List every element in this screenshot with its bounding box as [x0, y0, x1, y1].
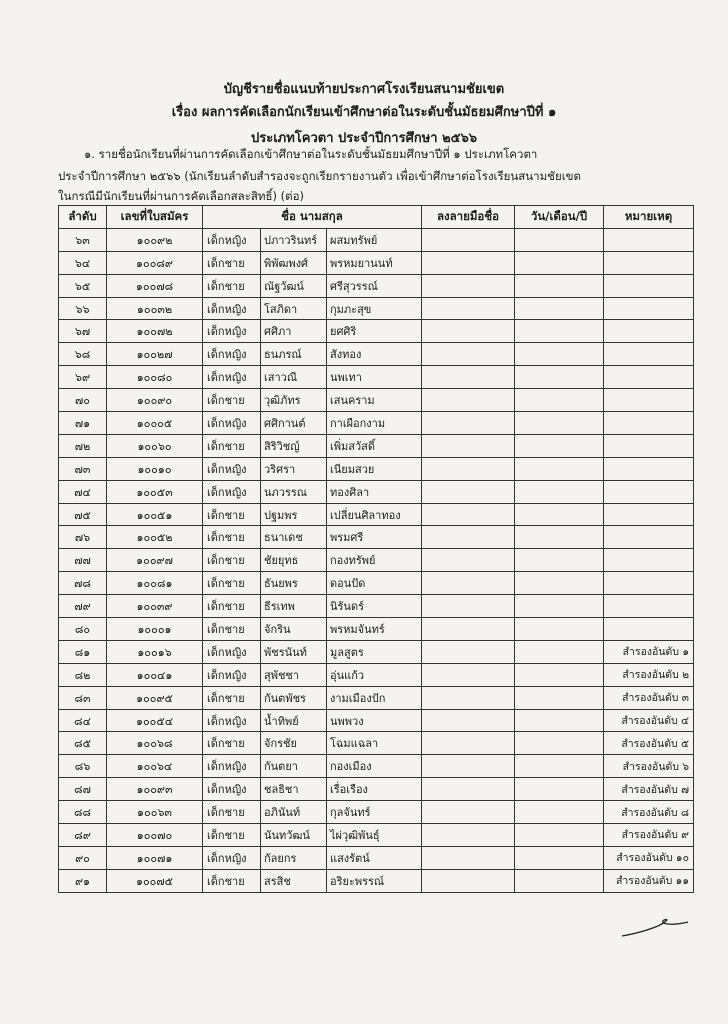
signature-scribble — [620, 912, 690, 942]
last-name: ศรีสุวรรณ์ — [327, 274, 422, 297]
student-title: เด็กหญิง — [203, 755, 261, 778]
student-title: เด็กหญิง — [203, 778, 261, 801]
table-row — [59, 434, 694, 457]
signature-cell — [422, 320, 515, 343]
last-name: นพเทา — [327, 366, 422, 389]
first-name: อภินันท์ — [261, 801, 327, 824]
remark — [604, 457, 694, 480]
application-no: ๑๐๐๖๓ — [107, 801, 203, 824]
date-cell — [515, 686, 604, 709]
table-row — [59, 824, 694, 847]
student-title: เด็กชาย — [203, 732, 261, 755]
last-name: พรหมยานนท์ — [327, 251, 422, 274]
last-name: เสนคราม — [327, 389, 422, 412]
last-name: แสงรัตน์ — [327, 846, 422, 869]
application-no: ๑๐๐๙๕ — [107, 686, 203, 709]
row-no: ๖๙ — [59, 366, 107, 389]
application-no: ๑๐๐๕๓ — [107, 480, 203, 503]
first-name: กันตยา — [261, 755, 327, 778]
table-row — [59, 732, 694, 755]
last-name: พรหมจันทร์ — [327, 618, 422, 641]
row-no: ๗๓ — [59, 457, 107, 480]
remark — [604, 343, 694, 366]
row-no: ๘๗ — [59, 778, 107, 801]
remark: สำรองอันดับ ๖ — [604, 755, 694, 778]
first-name: ธีรเทพ — [261, 595, 327, 618]
application-no: ๑๐๐๗๘ — [107, 274, 203, 297]
first-name: สุพัชชา — [261, 663, 327, 686]
date-cell — [515, 274, 604, 297]
signature-cell — [422, 343, 515, 366]
row-no: ๖๕ — [59, 274, 107, 297]
table-row — [59, 274, 694, 297]
last-name: อุ่นแก้ว — [327, 663, 422, 686]
remark — [604, 549, 694, 572]
student-title: เด็กชาย — [203, 251, 261, 274]
application-no: ๑๐๐๙๐ — [107, 389, 203, 412]
last-name: โฉมแฉลา — [327, 732, 422, 755]
application-no: ๑๐๐๘๐ — [107, 366, 203, 389]
first-name: ศศิกานต์ — [261, 412, 327, 435]
table-row — [59, 686, 694, 709]
application-no: ๑๐๐๗๐ — [107, 824, 203, 847]
signature-cell — [422, 640, 515, 663]
date-cell — [515, 778, 604, 801]
remark — [604, 274, 694, 297]
last-name: กองทรัพย์ — [327, 549, 422, 572]
remark: สำรองอันดับ ๔ — [604, 709, 694, 732]
table-row — [59, 480, 694, 503]
remark — [604, 618, 694, 641]
student-title: เด็กหญิง — [203, 412, 261, 435]
header-signature: ลงลายมือชื่อ — [422, 206, 515, 229]
first-name: น้ำทิพย์ — [261, 709, 327, 732]
application-no: ๑๐๐๗๕ — [107, 869, 203, 892]
first-name: ชลธิชา — [261, 778, 327, 801]
last-name: อริยะพรรณ์ — [327, 869, 422, 892]
intro-line-1: ๑. รายชื่อนักเรียนที่ผ่านการคัดเลือกเข้าศึกษาต่อในระดับชั้นมัธยมศึกษาปีที่ ๑ ประเภทโควตา — [84, 147, 538, 161]
application-no: ๑๐๐๗๑ — [107, 846, 203, 869]
row-no: ๘๕ — [59, 732, 107, 755]
row-no: ๘๖ — [59, 755, 107, 778]
table-row — [59, 618, 694, 641]
student-title: เด็กชาย — [203, 572, 261, 595]
first-name: ปฐมพร — [261, 503, 327, 526]
last-name: ทองศิลา — [327, 480, 422, 503]
student-title: เด็กชาย — [203, 389, 261, 412]
signature-cell — [422, 846, 515, 869]
remark — [604, 297, 694, 320]
remark — [604, 412, 694, 435]
document-title: บัญชีรายชื่อแนบท้ายประกาศโรงเรียนสนามชัยเขต — [223, 82, 505, 97]
first-name: ชัยยุทธ — [261, 549, 327, 572]
last-name: มูลสูตร — [327, 640, 422, 663]
remark: สำรองอันดับ ๒ — [604, 663, 694, 686]
table-row — [59, 526, 694, 549]
date-cell — [515, 618, 604, 641]
table-row — [59, 457, 694, 480]
date-cell — [515, 732, 604, 755]
header-name: ชื่อ นามสกุล — [203, 206, 422, 229]
student-title: เด็กหญิง — [203, 228, 261, 251]
table-row — [59, 228, 694, 251]
row-no: ๙๐ — [59, 846, 107, 869]
signature-cell — [422, 503, 515, 526]
date-cell — [515, 434, 604, 457]
row-no: ๖๓ — [59, 228, 107, 251]
date-cell — [515, 320, 604, 343]
table-row — [59, 778, 694, 801]
table-row — [59, 709, 694, 732]
intro-line-2: ประจำปีการศึกษา ๒๕๖๖ (นักเรียนลำดับสำรองจะถูกเรียกรายงานตัว เพื่อเข้าศึกษาต่อโรงเรียนสนามชัยเขต — [58, 169, 581, 183]
student-title: เด็กชาย — [203, 595, 261, 618]
last-name: นพพวง — [327, 709, 422, 732]
date-cell — [515, 846, 604, 869]
first-name: ธันยพร — [261, 572, 327, 595]
remark: สำรองอันดับ ๑๐ — [604, 846, 694, 869]
signature-cell — [422, 389, 515, 412]
table-row — [59, 572, 694, 595]
row-no: ๗๖ — [59, 526, 107, 549]
last-name: ยศศิริ — [327, 320, 422, 343]
table-row — [59, 549, 694, 572]
signature-cell — [422, 778, 515, 801]
signature-cell — [422, 618, 515, 641]
first-name: โสภิดา — [261, 297, 327, 320]
student-title: เด็กหญิง — [203, 709, 261, 732]
signature-cell — [422, 755, 515, 778]
row-no: ๘๑ — [59, 640, 107, 663]
last-name: เปลี่ยนศิลาทอง — [327, 503, 422, 526]
first-name: ธนาเดช — [261, 526, 327, 549]
signature-cell — [422, 457, 515, 480]
table-row — [59, 343, 694, 366]
date-cell — [515, 251, 604, 274]
first-name: พิพัฒพงศ์ — [261, 251, 327, 274]
signature-cell — [422, 663, 515, 686]
first-name: ณัฐวัฒน์ — [261, 274, 327, 297]
date-cell — [515, 412, 604, 435]
last-name: กาเผือกงาม — [327, 412, 422, 435]
student-title: เด็กชาย — [203, 549, 261, 572]
remark — [604, 389, 694, 412]
row-no: ๗๕ — [59, 503, 107, 526]
student-title: เด็กชาย — [203, 686, 261, 709]
table-row — [59, 320, 694, 343]
first-name: นภวรรณ — [261, 480, 327, 503]
application-no: ๑๐๐๕๑ — [107, 503, 203, 526]
first-name: วุฒิภัทร — [261, 389, 327, 412]
date-cell — [515, 640, 604, 663]
table-header-row — [59, 206, 694, 229]
first-name: สิริวิชญ์ — [261, 434, 327, 457]
application-no: ๑๐๐๓๙ — [107, 595, 203, 618]
student-title: เด็กชาย — [203, 526, 261, 549]
signature-cell — [422, 366, 515, 389]
table-row — [59, 640, 694, 663]
date-cell — [515, 480, 604, 503]
application-no: ๑๐๐๙๗ — [107, 549, 203, 572]
application-no: ๑๐๐๘๙ — [107, 251, 203, 274]
date-cell — [515, 549, 604, 572]
signature-cell — [422, 869, 515, 892]
date-cell — [515, 595, 604, 618]
application-no: ๑๐๐๓๒ — [107, 297, 203, 320]
first-name: ธนภรณ์ — [261, 343, 327, 366]
last-name: กุมภะสุข — [327, 297, 422, 320]
first-name: สรสิช — [261, 869, 327, 892]
student-title: เด็กชาย — [203, 618, 261, 641]
table-row — [59, 412, 694, 435]
remark — [604, 251, 694, 274]
signature-cell — [422, 526, 515, 549]
application-no: ๑๐๐๕๒ — [107, 526, 203, 549]
remark — [604, 480, 694, 503]
first-name: จักรชัย — [261, 732, 327, 755]
header-date: วัน/เดือน/ปี — [515, 206, 604, 229]
signature-cell — [422, 251, 515, 274]
row-no: ๖๔ — [59, 251, 107, 274]
last-name: งามเมืองปัก — [327, 686, 422, 709]
student-title: เด็กชาย — [203, 824, 261, 847]
signature-cell — [422, 732, 515, 755]
row-no: ๗๘ — [59, 572, 107, 595]
remark — [604, 320, 694, 343]
row-no: ๗๑ — [59, 412, 107, 435]
student-title: เด็กหญิง — [203, 320, 261, 343]
signature-cell — [422, 480, 515, 503]
signature-cell — [422, 801, 515, 824]
signature-cell — [422, 412, 515, 435]
table-row — [59, 595, 694, 618]
remark — [604, 228, 694, 251]
remark — [604, 572, 694, 595]
student-title: เด็กชาย — [203, 274, 261, 297]
date-cell — [515, 663, 604, 686]
application-no: ๑๐๐๐๕ — [107, 412, 203, 435]
date-cell — [515, 343, 604, 366]
row-no: ๗๐ — [59, 389, 107, 412]
document-category: ประเภทโควตา ประจำปีการศึกษา ๒๕๖๖ — [250, 131, 477, 146]
application-no: ๑๐๐๖๐ — [107, 434, 203, 457]
header-app-no: เลขที่ใบสมัคร — [107, 206, 203, 229]
remark: สำรองอันดับ ๗ — [604, 778, 694, 801]
row-no: ๗๙ — [59, 595, 107, 618]
application-no: ๑๐๐๖๘ — [107, 732, 203, 755]
signature-cell — [422, 595, 515, 618]
row-no: ๘๓ — [59, 686, 107, 709]
table-row — [59, 869, 694, 892]
remark: สำรองอันดับ ๑ — [604, 640, 694, 663]
remark — [604, 434, 694, 457]
last-name: ผสมทรัพย์ — [327, 228, 422, 251]
table-row — [59, 251, 694, 274]
row-no: ๖๘ — [59, 343, 107, 366]
signature-cell — [422, 709, 515, 732]
table-body — [59, 228, 694, 892]
remark: สำรองอันดับ ๑๑ — [604, 869, 694, 892]
application-no: ๑๐๐๒๗ — [107, 343, 203, 366]
signature-cell — [422, 686, 515, 709]
row-no: ๖๖ — [59, 297, 107, 320]
remark: สำรองอันดับ ๙ — [604, 824, 694, 847]
application-no: ๑๐๐๙๒ — [107, 228, 203, 251]
application-no: ๑๐๐๑๐ — [107, 457, 203, 480]
header-remark: หมายเหตุ — [604, 206, 694, 229]
last-name: กองเมือง — [327, 755, 422, 778]
last-name: พรมศรี — [327, 526, 422, 549]
first-name: พัชรนันท์ — [261, 640, 327, 663]
student-title: เด็กหญิง — [203, 663, 261, 686]
last-name: ดอนปัด — [327, 572, 422, 595]
document-subject: เรื่อง ผลการคัดเลือกนักเรียนเข้าศึกษาต่อในระดับชั้นมัธยมศึกษาปีที่ ๑ — [171, 105, 557, 120]
student-title: เด็กชาย — [203, 801, 261, 824]
last-name: ไผ่วุฒิพันธุ์ — [327, 824, 422, 847]
remark: สำรองอันดับ ๘ — [604, 801, 694, 824]
remark — [604, 526, 694, 549]
first-name: วริศรา — [261, 457, 327, 480]
last-name: สังทอง — [327, 343, 422, 366]
table-row — [59, 297, 694, 320]
row-no: ๘๔ — [59, 709, 107, 732]
row-no: ๗๗ — [59, 549, 107, 572]
last-name: เพิ่มสวัสดิ์ — [327, 434, 422, 457]
signature-cell — [422, 228, 515, 251]
header-no: ลำดับ — [59, 206, 107, 229]
date-cell — [515, 366, 604, 389]
first-name: เสาวณี — [261, 366, 327, 389]
date-cell — [515, 869, 604, 892]
date-cell — [515, 297, 604, 320]
student-title: เด็กหญิง — [203, 640, 261, 663]
remark — [604, 503, 694, 526]
date-cell — [515, 709, 604, 732]
date-cell — [515, 801, 604, 824]
last-name: นิรันดร์ — [327, 595, 422, 618]
student-title: เด็กหญิง — [203, 343, 261, 366]
date-cell — [515, 755, 604, 778]
row-no: ๘๐ — [59, 618, 107, 641]
signature-cell — [422, 434, 515, 457]
table-row — [59, 389, 694, 412]
signature-cell — [422, 274, 515, 297]
first-name: กัลยกร — [261, 846, 327, 869]
row-no: ๘๒ — [59, 663, 107, 686]
remark: สำรองอันดับ ๓ — [604, 686, 694, 709]
table-row — [59, 366, 694, 389]
row-no: ๘๙ — [59, 824, 107, 847]
application-no: ๑๐๐๗๒ — [107, 320, 203, 343]
signature-cell — [422, 824, 515, 847]
row-no: ๗๔ — [59, 480, 107, 503]
first-name: จักริน — [261, 618, 327, 641]
student-title: เด็กชาย — [203, 869, 261, 892]
first-name: กันตพัชร — [261, 686, 327, 709]
application-no: ๑๐๐๔๑ — [107, 663, 203, 686]
signature-cell — [422, 297, 515, 320]
application-no: ๑๐๐๘๑ — [107, 572, 203, 595]
remark: สำรองอันดับ ๕ — [604, 732, 694, 755]
table-row — [59, 663, 694, 686]
intro-line-3: ในกรณีมีนักเรียนที่ผ่านการคัดเลือกสละสิทธิ์) (ต่อ) — [58, 189, 304, 203]
signature-cell — [422, 549, 515, 572]
application-no: ๑๐๐๕๔ — [107, 709, 203, 732]
date-cell — [515, 572, 604, 595]
student-title: เด็กหญิง — [203, 457, 261, 480]
remark — [604, 595, 694, 618]
table-row — [59, 801, 694, 824]
application-no: ๑๐๐๙๓ — [107, 778, 203, 801]
table-row — [59, 846, 694, 869]
last-name: เนียมสวย — [327, 457, 422, 480]
row-no: ๙๑ — [59, 869, 107, 892]
student-title: เด็กชาย — [203, 503, 261, 526]
date-cell — [515, 457, 604, 480]
last-name: กุลจันทร์ — [327, 801, 422, 824]
student-title: เด็กหญิง — [203, 480, 261, 503]
first-name: ศศิภา — [261, 320, 327, 343]
row-no: ๘๘ — [59, 801, 107, 824]
date-cell — [515, 389, 604, 412]
first-name: ปภาวรินทร์ — [261, 228, 327, 251]
signature-cell — [422, 572, 515, 595]
row-no: ๗๒ — [59, 434, 107, 457]
student-title: เด็กหญิง — [203, 366, 261, 389]
student-title: เด็กหญิง — [203, 297, 261, 320]
date-cell — [515, 824, 604, 847]
remark — [604, 366, 694, 389]
date-cell — [515, 228, 604, 251]
application-no: ๑๐๐๑๖ — [107, 640, 203, 663]
application-no: ๑๐๐๖๔ — [107, 755, 203, 778]
row-no: ๖๗ — [59, 320, 107, 343]
date-cell — [515, 503, 604, 526]
table-row — [59, 503, 694, 526]
last-name: เรื่อเรือง — [327, 778, 422, 801]
table-row — [59, 755, 694, 778]
student-table — [58, 205, 694, 893]
first-name: นันทวัฒน์ — [261, 824, 327, 847]
application-no: ๑๐๐๐๑ — [107, 618, 203, 641]
date-cell — [515, 526, 604, 549]
student-title: เด็กชาย — [203, 434, 261, 457]
student-title: เด็กหญิง — [203, 846, 261, 869]
